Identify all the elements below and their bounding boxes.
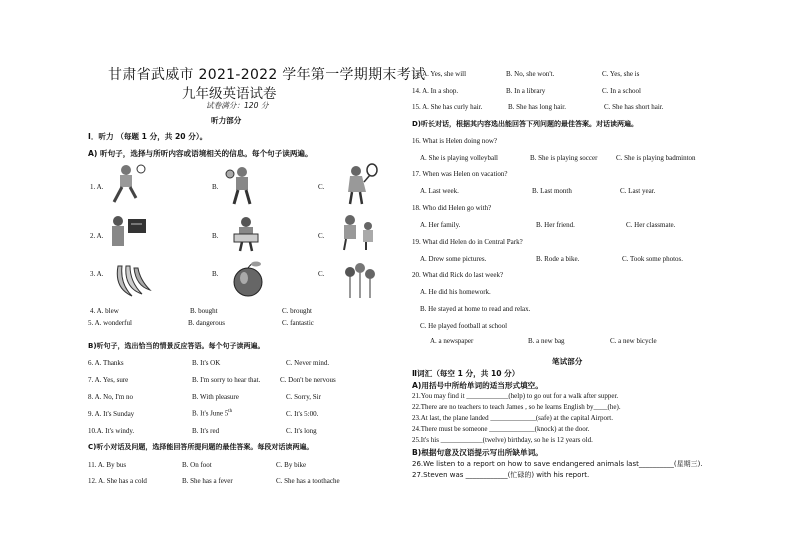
q20-question: 20. What did Rick do last week? bbox=[412, 271, 504, 279]
q20b-option-b: B. a new bag bbox=[528, 337, 565, 345]
section-c-instruction: C)听小对话及问题，选择能回答所提问题的最佳答案。每段对话读两遍。 bbox=[88, 443, 314, 451]
q12-option-a: 12. A. She has a cold bbox=[88, 477, 147, 485]
girl-reading-picture bbox=[226, 214, 266, 252]
q13-option-b: B. No, she won't. bbox=[506, 70, 555, 78]
q17-option-b: B. Last month bbox=[532, 187, 572, 195]
bananas-picture bbox=[112, 260, 152, 300]
q11-option-b: B. On foot bbox=[182, 461, 212, 469]
boy-basketball-picture bbox=[222, 164, 262, 206]
q20-option-a: A. He did his homework. bbox=[420, 288, 491, 296]
exam-subtitle: 九年级英语试卷 bbox=[182, 86, 277, 102]
pic-label-3a: 3. A. bbox=[90, 270, 104, 278]
girl-tennis-picture bbox=[340, 162, 380, 206]
q16-option-c: C. She is playing badminton bbox=[616, 154, 696, 162]
sentence-24: 24.There must be someone _____________(knock) at the door. bbox=[412, 425, 590, 433]
pic-label-3b: B. bbox=[212, 270, 219, 278]
q14-option-a: 14. A. In a shop. bbox=[412, 87, 459, 95]
q14-option-c: C. In a school bbox=[602, 87, 641, 95]
sentence-21: 21.You may find it ____________(help) to go out for a walk after supper. bbox=[412, 392, 619, 400]
q19-option-a: A. Drew some pictures. bbox=[420, 255, 487, 263]
q12-option-c: C. She has a toothache bbox=[276, 477, 340, 485]
written-section-title: 笔试部分 bbox=[552, 357, 583, 366]
q15-option-c: C. She has short hair. bbox=[604, 103, 664, 111]
q11-option-a: 11. A. By bus bbox=[88, 461, 127, 469]
q15-option-a: 15. A. She has curly hair. bbox=[412, 103, 483, 111]
q8-option-c: C. Sorry, Sir bbox=[286, 393, 321, 401]
sentence-26: 26.We listen to a report on how to save endangered animals last__________(星期三). bbox=[412, 460, 703, 468]
boy-kicking-ball-picture bbox=[104, 162, 148, 206]
q10-option-b: B. It's red bbox=[192, 427, 220, 435]
exam-title: 甘肃省武威市 2021-2022 学年第一学期期末考试 bbox=[108, 67, 426, 83]
q20-option-c: C. He played football at school bbox=[420, 322, 508, 330]
pic-label-3c: C. bbox=[318, 270, 325, 278]
vocab-a-instruction: A)用括号中所给单词的适当形式填空。 bbox=[412, 381, 543, 390]
q16-option-b: B. She is playing soccer bbox=[530, 154, 598, 162]
q6-option-a: 6. A. Thanks bbox=[88, 359, 124, 367]
q7-option-a: 7. A. Yes, sure bbox=[88, 376, 129, 384]
q19-option-b: B. Rode a bike. bbox=[536, 255, 580, 263]
q19-option-c: C. Took some photos. bbox=[622, 255, 684, 263]
q8-option-a: 8. A. No, I'm no bbox=[88, 393, 134, 401]
q15-option-b: B. She has long hair. bbox=[508, 103, 566, 111]
section-a-instruction: A) 听句子，选择与所听内容或语境相关的信息。每个句子读两遍。 bbox=[88, 149, 313, 158]
teacher-blackboard-picture bbox=[106, 213, 148, 249]
q11-option-c: C. By bike bbox=[276, 461, 307, 469]
q7-option-b: B. I'm sorry to hear that. bbox=[192, 376, 261, 384]
part-one-heading: Ⅰ．听力 （每题 1 分，共 20 分）。 bbox=[88, 132, 208, 141]
q13-option-c: C. Yes, she is bbox=[602, 70, 640, 78]
q14-option-b: B. In a library bbox=[506, 87, 546, 95]
q10-option-a: 10.A. It's windy. bbox=[88, 427, 135, 435]
listening-section-title: 听力部分 bbox=[211, 116, 242, 125]
q17-question: 17. When was Helen on vacation? bbox=[412, 170, 508, 178]
q12-option-b: B. She has a fever bbox=[182, 477, 233, 485]
q4-option-c: C. brought bbox=[282, 307, 312, 315]
pic-label-1b: B. bbox=[212, 183, 219, 191]
q7-option-c: C. Don't be nervous bbox=[280, 376, 336, 384]
q16-question: 16. What is Helen doing now? bbox=[412, 137, 498, 145]
part-two-heading: Ⅱ词汇（每空 1 分，共 10 分） bbox=[412, 369, 520, 378]
q9-option-b: B. It's June 5th bbox=[192, 409, 233, 418]
q5-option-b: B. dangerous bbox=[188, 319, 225, 327]
q19-question: 19. What did Helen do in Central Park? bbox=[412, 238, 523, 246]
q18-option-a: A. Her family. bbox=[420, 221, 461, 229]
q10-option-c: C. It's long bbox=[286, 427, 317, 435]
q20b-option-c: C. a new bicycle bbox=[610, 337, 657, 345]
q5-option-c: C. fantastic bbox=[282, 319, 314, 327]
sentence-25: 25.It's his ____________(twelve) birthday, so he is 12 years old. bbox=[412, 436, 593, 444]
q17-option-c: C. Last year. bbox=[620, 187, 656, 195]
vocab-b-instruction: B)根据句意及汉语提示写出所缺单词。 bbox=[412, 448, 543, 457]
pic-label-1a: 1. A. bbox=[90, 183, 104, 191]
pic-label-2b: B. bbox=[212, 232, 219, 240]
q18-option-b: B. Her friend. bbox=[536, 221, 575, 229]
q16-option-a: A. She is playing volleyball bbox=[420, 154, 498, 162]
sentence-22: 22.There are no teachers to teach James , so he learns English by____(he). bbox=[412, 403, 621, 411]
q13-option-a: 13. A. Yes, she will bbox=[412, 70, 467, 78]
sentence-27: 27.Steven was ____________(忙碌的) with his report. bbox=[412, 471, 590, 479]
flowers-picture bbox=[338, 258, 380, 300]
section-b-instruction: B)听句子，选出恰当的情景反应答语。每个句子读两遍。 bbox=[88, 342, 265, 350]
q20-option-b: B. He stayed at home to read and relax. bbox=[420, 305, 531, 313]
full-score: 试卷满分：120 分 bbox=[206, 101, 269, 110]
pic-label-1c: C. bbox=[318, 183, 325, 191]
q6-option-c: C. Never mind. bbox=[286, 359, 330, 367]
q20b-option-a: A. a newspaper bbox=[430, 337, 474, 345]
q9-option-c: C. It's 5:00. bbox=[286, 410, 319, 418]
q18-question: 18. Who did Helen go with? bbox=[412, 204, 492, 212]
q4-option-b: B. bought bbox=[190, 307, 218, 315]
q5-option-a: 5. A. wonderful bbox=[88, 319, 132, 327]
q4-option-a: 4. A. blew bbox=[90, 307, 119, 315]
q6-option-b: B. It's OK bbox=[192, 359, 221, 367]
q8-option-b: B. With pleasure bbox=[192, 393, 239, 401]
children-playing-picture bbox=[336, 212, 380, 252]
apples-picture bbox=[226, 258, 270, 300]
q17-option-a: A. Last week. bbox=[420, 187, 459, 195]
section-d-instruction: D)听长对话，根据其内容选出能回答下列问题的最佳答案。对话读两遍。 bbox=[412, 120, 639, 128]
sentence-23: 23.At last, the plane landed _____________(safe) at the capital Airport. bbox=[412, 414, 614, 422]
pic-label-2a: 2. A. bbox=[90, 232, 104, 240]
pic-label-2c: C. bbox=[318, 232, 325, 240]
q9-option-a: 9. A. It's Sunday bbox=[88, 410, 135, 418]
q18-option-c: C. Her classmate. bbox=[626, 221, 676, 229]
